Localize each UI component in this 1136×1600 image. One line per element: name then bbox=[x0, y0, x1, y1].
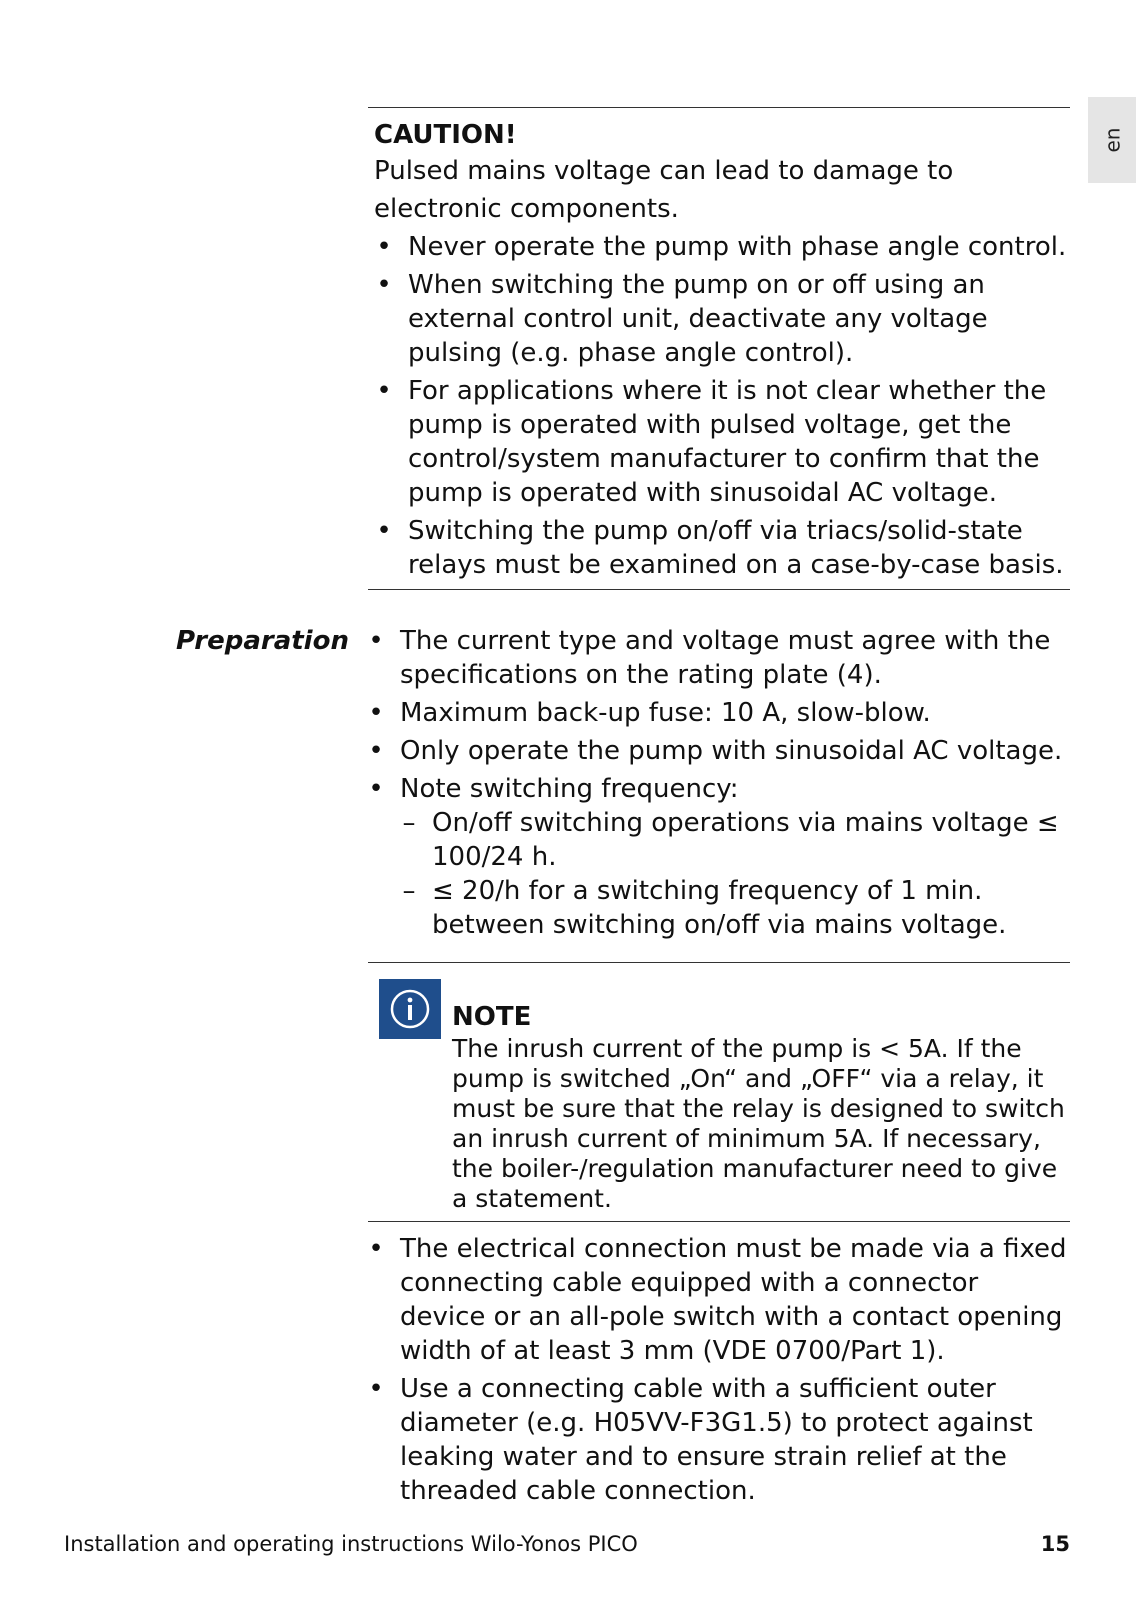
switching-frequency-item: – ≤ 20/h for a switching frequency of 1 min. between switching on/off via mains voltage. bbox=[400, 874, 1070, 942]
bullet-icon: • bbox=[368, 1234, 384, 1264]
caution-bottom-rule bbox=[368, 589, 1070, 590]
preparation-item: • Note switching frequency: – On/off switching operations via mains voltage ≤ 100/24 h. – ≤ 20/h for a switching frequency of 1 min. between switching on/off via mains voltage. bbox=[366, 772, 1070, 942]
preparation-label: Preparation bbox=[176, 626, 349, 656]
switching-frequency-item: – On/off switching operations via mains voltage ≤ 100/24 h. bbox=[400, 806, 1070, 874]
connection-list bbox=[366, 1232, 1070, 1508]
note-top-rule bbox=[368, 962, 1070, 963]
footer-title: Installation and operating instructions Wilo-Yonos PICO bbox=[64, 1532, 638, 1556]
caution-item: • Never operate the pump with phase angle control. bbox=[374, 230, 1070, 264]
connection-block bbox=[366, 1232, 1070, 1512]
caution-list bbox=[374, 230, 1070, 582]
page-number: 15 bbox=[1040, 1532, 1070, 1556]
bullet-icon: • bbox=[368, 698, 384, 728]
bullet-icon: • bbox=[376, 516, 392, 546]
caution-block bbox=[374, 118, 1070, 586]
switching-frequency-list bbox=[400, 806, 1070, 942]
bullet-icon: • bbox=[376, 270, 392, 300]
caution-item: • For applications where it is not clear whether the pump is operated with pulsed voltage, get the control/system manufacturer to confirm that the pump is operated with sinusoidal AC voltage. bbox=[374, 374, 1070, 510]
bullet-icon: • bbox=[368, 1374, 384, 1404]
bullet-icon: • bbox=[368, 736, 384, 766]
preparation-item: • Maximum back-up fuse: 10 A, slow-blow. bbox=[366, 696, 1070, 730]
preparation-block bbox=[366, 624, 1070, 946]
caution-title: CAUTION! bbox=[374, 120, 517, 150]
info-icon bbox=[379, 979, 441, 1039]
dash-icon: – bbox=[402, 876, 416, 906]
bullet-icon: • bbox=[376, 232, 392, 262]
bullet-icon: • bbox=[376, 376, 392, 406]
dash-icon: – bbox=[402, 808, 416, 838]
bullet-icon: • bbox=[368, 774, 384, 804]
note-title: NOTE bbox=[452, 1002, 532, 1032]
info-icon-graphic bbox=[388, 987, 432, 1031]
caution-item: • When switching the pump on or off using an external control unit, deactivate any voltage pulsing (e.g. phase angle control). bbox=[374, 268, 1070, 370]
language-tab-label: en bbox=[1099, 127, 1124, 153]
connection-item: • Use a connecting cable with a sufficient outer diameter (e.g. H05VV-F3G1.5) to protect against leaking water and to ensure strain relief at the threaded cable connection. bbox=[366, 1372, 1070, 1508]
preparation-item: • The current type and voltage must agree with the specifications on the rating plate (4). bbox=[366, 624, 1070, 692]
preparation-list bbox=[366, 624, 1070, 942]
note-body: The inrush current of the pump is < 5A. If the pump is switched „On“ and „OFF“ via a relay, it must be sure that the relay is designed to switch an inrush current of minimum 5A. If necessary, the boiler-/regulation manufacturer need to give a statement. bbox=[452, 1034, 1065, 1213]
bullet-icon: • bbox=[368, 626, 384, 656]
caution-item: • Switching the pump on/off via triacs/solid-state relays must be examined on a case-by-case basis. bbox=[374, 514, 1070, 582]
caution-top-rule bbox=[368, 107, 1070, 108]
language-tab[interactable] bbox=[1088, 97, 1136, 183]
connection-item: • The electrical connection must be made via a fixed connecting cable equipped with a connector device or an all-pole switch with a contact opening width of at least 3 mm (VDE 0700/Part 1). bbox=[366, 1232, 1070, 1368]
preparation-item: • Only operate the pump with sinusoidal AC voltage. bbox=[366, 734, 1070, 768]
note-bottom-rule bbox=[368, 1221, 1070, 1222]
caution-lead: Pulsed mains voltage can lead to damage to electronic components. bbox=[374, 156, 954, 224]
